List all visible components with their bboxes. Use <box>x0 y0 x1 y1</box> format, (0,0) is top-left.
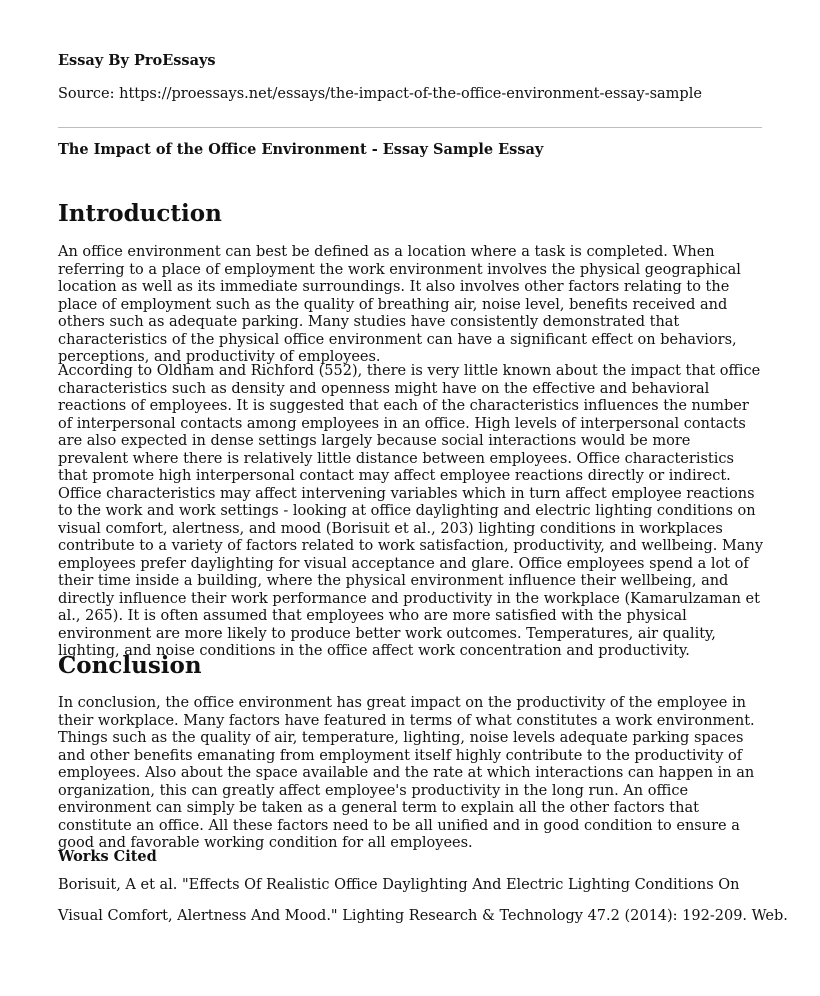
conclusion-paragraph: In conclusion, the office environment has great impact on the productivity of the employee in their workplace. Many factors have featured in terms of what constitutes a work environment. Things such as the quality of air, temperature, lighting, noise levels adequate parking spaces and other benefits emanating from employment itself highly contribute to the productivity of employees. Also about the space available and the rate at which interactions can happen in an organization, this can greatly affect employee's productivity in the long run. An office environment can simply be taken as a general term to explain all the other factors that constitute an office. All these factors need to be all unified and in good condition to ensure a good and favorable working condition for all employees. <box>58 695 755 851</box>
source-line: Source: https://proessays.net/essays/the-impact-of-the-office-environment-essay-sample <box>58 86 702 102</box>
conclusion-heading: Conclusion <box>58 652 202 679</box>
citation-line-2: Visual Comfort, Alertness And Mood." Lighting Research & Technology 47.2 (2014): 192-209. Web. <box>58 908 788 924</box>
works-cited-heading: Works Cited <box>58 848 157 865</box>
citation-line-1: Borisuit, A et al. "Effects Of Realistic Office Daylighting And Electric Lighting Conditions On <box>58 877 740 893</box>
introduction-paragraph-1: An office environment can best be defined as a location where a task is completed. When referring to a place of employment the work environment involves the physical geographical location as well as its immediate surroundings. It also involves other factors relating to the place of employment such as the quality of breathing air, noise level, benefits received and others such as adequate parking. Many studies have consistently demonstrated that characteristics of the physical office environment can have a significant effect on behaviors, perceptions, and productivity of employees. <box>58 244 741 365</box>
header-divider <box>58 127 762 128</box>
introduction-heading: Introduction <box>58 200 222 227</box>
introduction-paragraph-2: According to Oldham and Richford (552), there is very little known about the impact that office characteristics such as density and openness might have on the effective and behavioral reactions of employees. It is suggested that each of the characteristics influences the number of interpersonal contacts among employees in an office. High levels of interpersonal contacts are also expected in dense settings largely because social interactions would be more prevalent where there is relatively little distance between employees. Office characteristics that promote high interpersonal contact may affect employee reactions directly or indirect. Office characteristics may affect intervening variables which in turn affect employee reactions to the work and work settings - looking at office daylighting and electric lighting conditions on visual comfort, alertness, and mood (Borisuit et al., 203) lighting conditions in workplaces contribute to a variety of factors related to work satisfaction, productivity, and wellbeing. Many employees prefer daylighting for visual acceptance and glare. Office employees spend a lot of their time inside a building, where the physical environment influence their wellbeing, and directly influence their work performance and productivity in the workplace (Kamarulzaman et al., 265). It is often assumed that employees who are more satisfied with the physical environment are more likely to produce better work outcomes. Temperatures, air quality, lighting, and noise conditions in the office affect work concentration and productivity. <box>58 363 764 659</box>
site-label: Essay By ProEssays <box>58 52 216 69</box>
essay-title: The Impact of the Office Environment - Essay Sample Essay <box>58 141 544 158</box>
